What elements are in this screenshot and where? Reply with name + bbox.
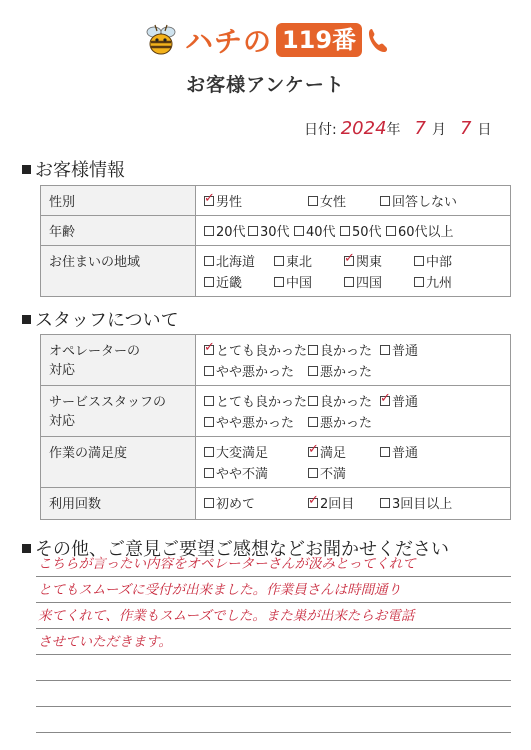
checked-box-icon[interactable] bbox=[204, 345, 214, 355]
option-label: 九州 bbox=[426, 276, 453, 291]
form-row bbox=[41, 386, 511, 437]
option-label: とても良かった bbox=[216, 344, 308, 359]
comment-area bbox=[36, 551, 511, 733]
checkbox-icon[interactable] bbox=[380, 447, 390, 457]
brand-badge: 119番 bbox=[276, 23, 362, 57]
form-row bbox=[41, 216, 511, 246]
phone-icon bbox=[366, 25, 390, 55]
option-label: 3回目以上 bbox=[392, 497, 453, 512]
customer-info-table bbox=[40, 185, 511, 297]
option-label: 悪かった bbox=[320, 416, 373, 431]
date-month: 7 bbox=[414, 118, 426, 139]
row-label: お住まいの地域 bbox=[41, 246, 196, 297]
option-label: 満足 bbox=[320, 446, 347, 461]
option-checkbox[interactable] bbox=[204, 191, 308, 210]
option-checkbox[interactable] bbox=[204, 251, 274, 270]
row-options bbox=[196, 437, 511, 488]
checkbox-icon[interactable] bbox=[248, 226, 258, 236]
option-label: 回答しない bbox=[392, 195, 458, 210]
option-checkbox[interactable] bbox=[308, 442, 380, 461]
row-label: 作業の満足度 bbox=[41, 437, 196, 488]
option-checkbox[interactable] bbox=[274, 251, 344, 270]
brand-logo bbox=[0, 18, 531, 62]
checkbox-icon[interactable] bbox=[204, 226, 214, 236]
option-checkbox[interactable] bbox=[294, 221, 340, 240]
checkbox-icon[interactable] bbox=[204, 366, 214, 376]
checked-box-icon[interactable] bbox=[308, 447, 318, 457]
option-checkbox[interactable] bbox=[380, 493, 502, 512]
checkbox-icon[interactable] bbox=[414, 277, 424, 287]
option-label: 良かった bbox=[320, 395, 373, 410]
option-label: 40代 bbox=[306, 225, 336, 240]
option-checkbox[interactable] bbox=[204, 493, 308, 512]
option-checkbox[interactable] bbox=[308, 463, 380, 482]
option-checkbox[interactable] bbox=[414, 251, 502, 270]
checkbox-icon[interactable] bbox=[204, 447, 214, 457]
checkbox-icon[interactable] bbox=[294, 226, 304, 236]
checkbox-icon[interactable] bbox=[380, 196, 390, 206]
form-row bbox=[41, 246, 511, 297]
section-comments: その他、ご意見ご要望ご感想などお聞かせください bbox=[22, 535, 449, 561]
comment-line[interactable] bbox=[36, 655, 511, 681]
option-label: やや不満 bbox=[216, 467, 269, 482]
option-label: 60代以上 bbox=[398, 225, 454, 240]
checkbox-icon[interactable] bbox=[204, 468, 214, 478]
option-label: 悪かった bbox=[320, 365, 373, 380]
checkbox-icon[interactable] bbox=[308, 417, 318, 427]
comment-line[interactable]: こちらが言ったい内容をオペレーターさんが汲みとってくれて bbox=[36, 551, 511, 577]
checkbox-icon[interactable] bbox=[308, 396, 318, 406]
checkbox-icon[interactable] bbox=[414, 256, 424, 266]
brand-name: ハチの bbox=[184, 25, 272, 58]
checkbox-icon[interactable] bbox=[386, 226, 396, 236]
date-day-unit: 日 bbox=[477, 122, 492, 138]
option-checkbox[interactable] bbox=[204, 463, 308, 482]
row-options bbox=[196, 246, 511, 297]
checkbox-icon[interactable] bbox=[204, 417, 214, 427]
document-title: お客様アンケート bbox=[186, 74, 345, 96]
row-options bbox=[196, 386, 511, 437]
option-checkbox[interactable] bbox=[308, 493, 380, 512]
option-checkbox[interactable] bbox=[344, 251, 414, 270]
form-row bbox=[41, 186, 511, 216]
bee-icon bbox=[141, 20, 181, 60]
row-options bbox=[196, 186, 511, 216]
date-year-unit: 年 bbox=[386, 122, 401, 138]
comment-line[interactable]: 来てくれて、作業もスムーズでした。また巣が出来たらお電話 bbox=[36, 603, 511, 629]
comment-line[interactable] bbox=[36, 681, 511, 707]
checkbox-icon[interactable] bbox=[204, 498, 214, 508]
option-label: 30代 bbox=[260, 225, 290, 240]
checkbox-icon[interactable] bbox=[340, 226, 350, 236]
option-label: 東北 bbox=[286, 255, 313, 270]
date-label: 日付: bbox=[304, 122, 337, 138]
option-checkbox[interactable] bbox=[204, 361, 308, 380]
option-label: 女性 bbox=[320, 195, 347, 210]
option-label: 四国 bbox=[356, 276, 383, 291]
comment-line[interactable]: させていただきます。 bbox=[36, 629, 511, 655]
row-options bbox=[196, 335, 511, 386]
form-row bbox=[41, 488, 511, 520]
checkbox-icon[interactable] bbox=[274, 256, 284, 266]
option-checkbox[interactable] bbox=[308, 361, 380, 380]
comment-line[interactable] bbox=[36, 707, 511, 733]
option-checkbox[interactable] bbox=[380, 442, 502, 461]
option-label: 初めて bbox=[216, 497, 256, 512]
option-label: 関東 bbox=[356, 255, 383, 270]
date-day: 7 bbox=[459, 118, 472, 139]
row-label: 利用回数 bbox=[41, 488, 196, 520]
option-checkbox[interactable] bbox=[204, 340, 308, 359]
row-options bbox=[196, 488, 511, 520]
option-checkbox[interactable] bbox=[204, 412, 308, 431]
option-label: 男性 bbox=[216, 195, 243, 210]
option-label: 中国 bbox=[286, 276, 313, 291]
checkbox-icon[interactable] bbox=[308, 468, 318, 478]
option-label: 普通 bbox=[392, 344, 419, 359]
checked-box-icon[interactable] bbox=[380, 396, 390, 406]
checkbox-icon[interactable] bbox=[274, 277, 284, 287]
option-label: 20代 bbox=[216, 225, 246, 240]
checkbox-icon[interactable] bbox=[380, 345, 390, 355]
option-checkbox[interactable] bbox=[204, 272, 274, 291]
option-label: やや悪かった bbox=[216, 416, 295, 431]
row-options bbox=[196, 216, 511, 246]
option-checkbox[interactable] bbox=[380, 340, 502, 359]
option-label: 良かった bbox=[320, 344, 373, 359]
option-label: 普通 bbox=[392, 395, 419, 410]
option-checkbox[interactable] bbox=[380, 391, 502, 410]
option-checkbox[interactable] bbox=[386, 221, 502, 240]
checkbox-icon[interactable] bbox=[344, 277, 354, 287]
option-label: 大変満足 bbox=[216, 446, 269, 461]
row-label: オペレーターの 対応 bbox=[41, 335, 196, 386]
option-checkbox[interactable] bbox=[308, 340, 380, 359]
row-label: サービススタッフの 対応 bbox=[41, 386, 196, 437]
option-label: 中部 bbox=[426, 255, 453, 270]
date-year: 2024 bbox=[340, 118, 387, 139]
option-checkbox[interactable] bbox=[308, 191, 380, 210]
option-checkbox[interactable] bbox=[248, 221, 294, 240]
comment-line[interactable]: とてもスムーズに受付が出来ました。作業員さんは時間通り bbox=[36, 577, 511, 603]
form-row bbox=[41, 437, 511, 488]
checked-box-icon[interactable] bbox=[308, 498, 318, 508]
checkbox-icon[interactable] bbox=[204, 256, 214, 266]
option-checkbox[interactable] bbox=[380, 191, 502, 210]
option-label: やや悪かった bbox=[216, 365, 295, 380]
option-checkbox[interactable] bbox=[308, 412, 380, 431]
checkbox-icon[interactable] bbox=[380, 498, 390, 508]
option-checkbox[interactable] bbox=[308, 391, 380, 410]
option-label: 50代 bbox=[352, 225, 382, 240]
option-label: 近畿 bbox=[216, 276, 243, 291]
checked-box-icon[interactable] bbox=[344, 256, 354, 266]
checked-box-icon[interactable] bbox=[204, 196, 214, 206]
section-staff: スタッフについて bbox=[22, 306, 179, 332]
option-checkbox[interactable] bbox=[414, 272, 502, 291]
option-checkbox[interactable] bbox=[204, 391, 308, 410]
row-label: 年齢 bbox=[41, 216, 196, 246]
checkbox-icon[interactable] bbox=[204, 277, 214, 287]
checkbox-icon[interactable] bbox=[308, 196, 318, 206]
form-row bbox=[41, 335, 511, 386]
option-checkbox[interactable] bbox=[204, 221, 248, 240]
staff-evaluation-table bbox=[40, 334, 511, 520]
option-checkbox[interactable] bbox=[344, 272, 414, 291]
row-label: 性別 bbox=[41, 186, 196, 216]
option-label: 2回目 bbox=[320, 497, 355, 512]
option-checkbox[interactable] bbox=[204, 442, 308, 461]
date-row bbox=[304, 118, 491, 139]
checkbox-icon[interactable] bbox=[308, 366, 318, 376]
option-checkbox[interactable] bbox=[274, 272, 344, 291]
option-checkbox[interactable] bbox=[340, 221, 386, 240]
section-customer-info: お客様情報 bbox=[22, 156, 125, 182]
date-month-unit: 月 bbox=[431, 122, 446, 138]
checkbox-icon[interactable] bbox=[204, 396, 214, 406]
option-label: とても良かった bbox=[216, 395, 308, 410]
option-label: 北海道 bbox=[216, 255, 256, 270]
option-label: 普通 bbox=[392, 446, 419, 461]
option-label: 不満 bbox=[320, 467, 347, 482]
checkbox-icon[interactable] bbox=[308, 345, 318, 355]
